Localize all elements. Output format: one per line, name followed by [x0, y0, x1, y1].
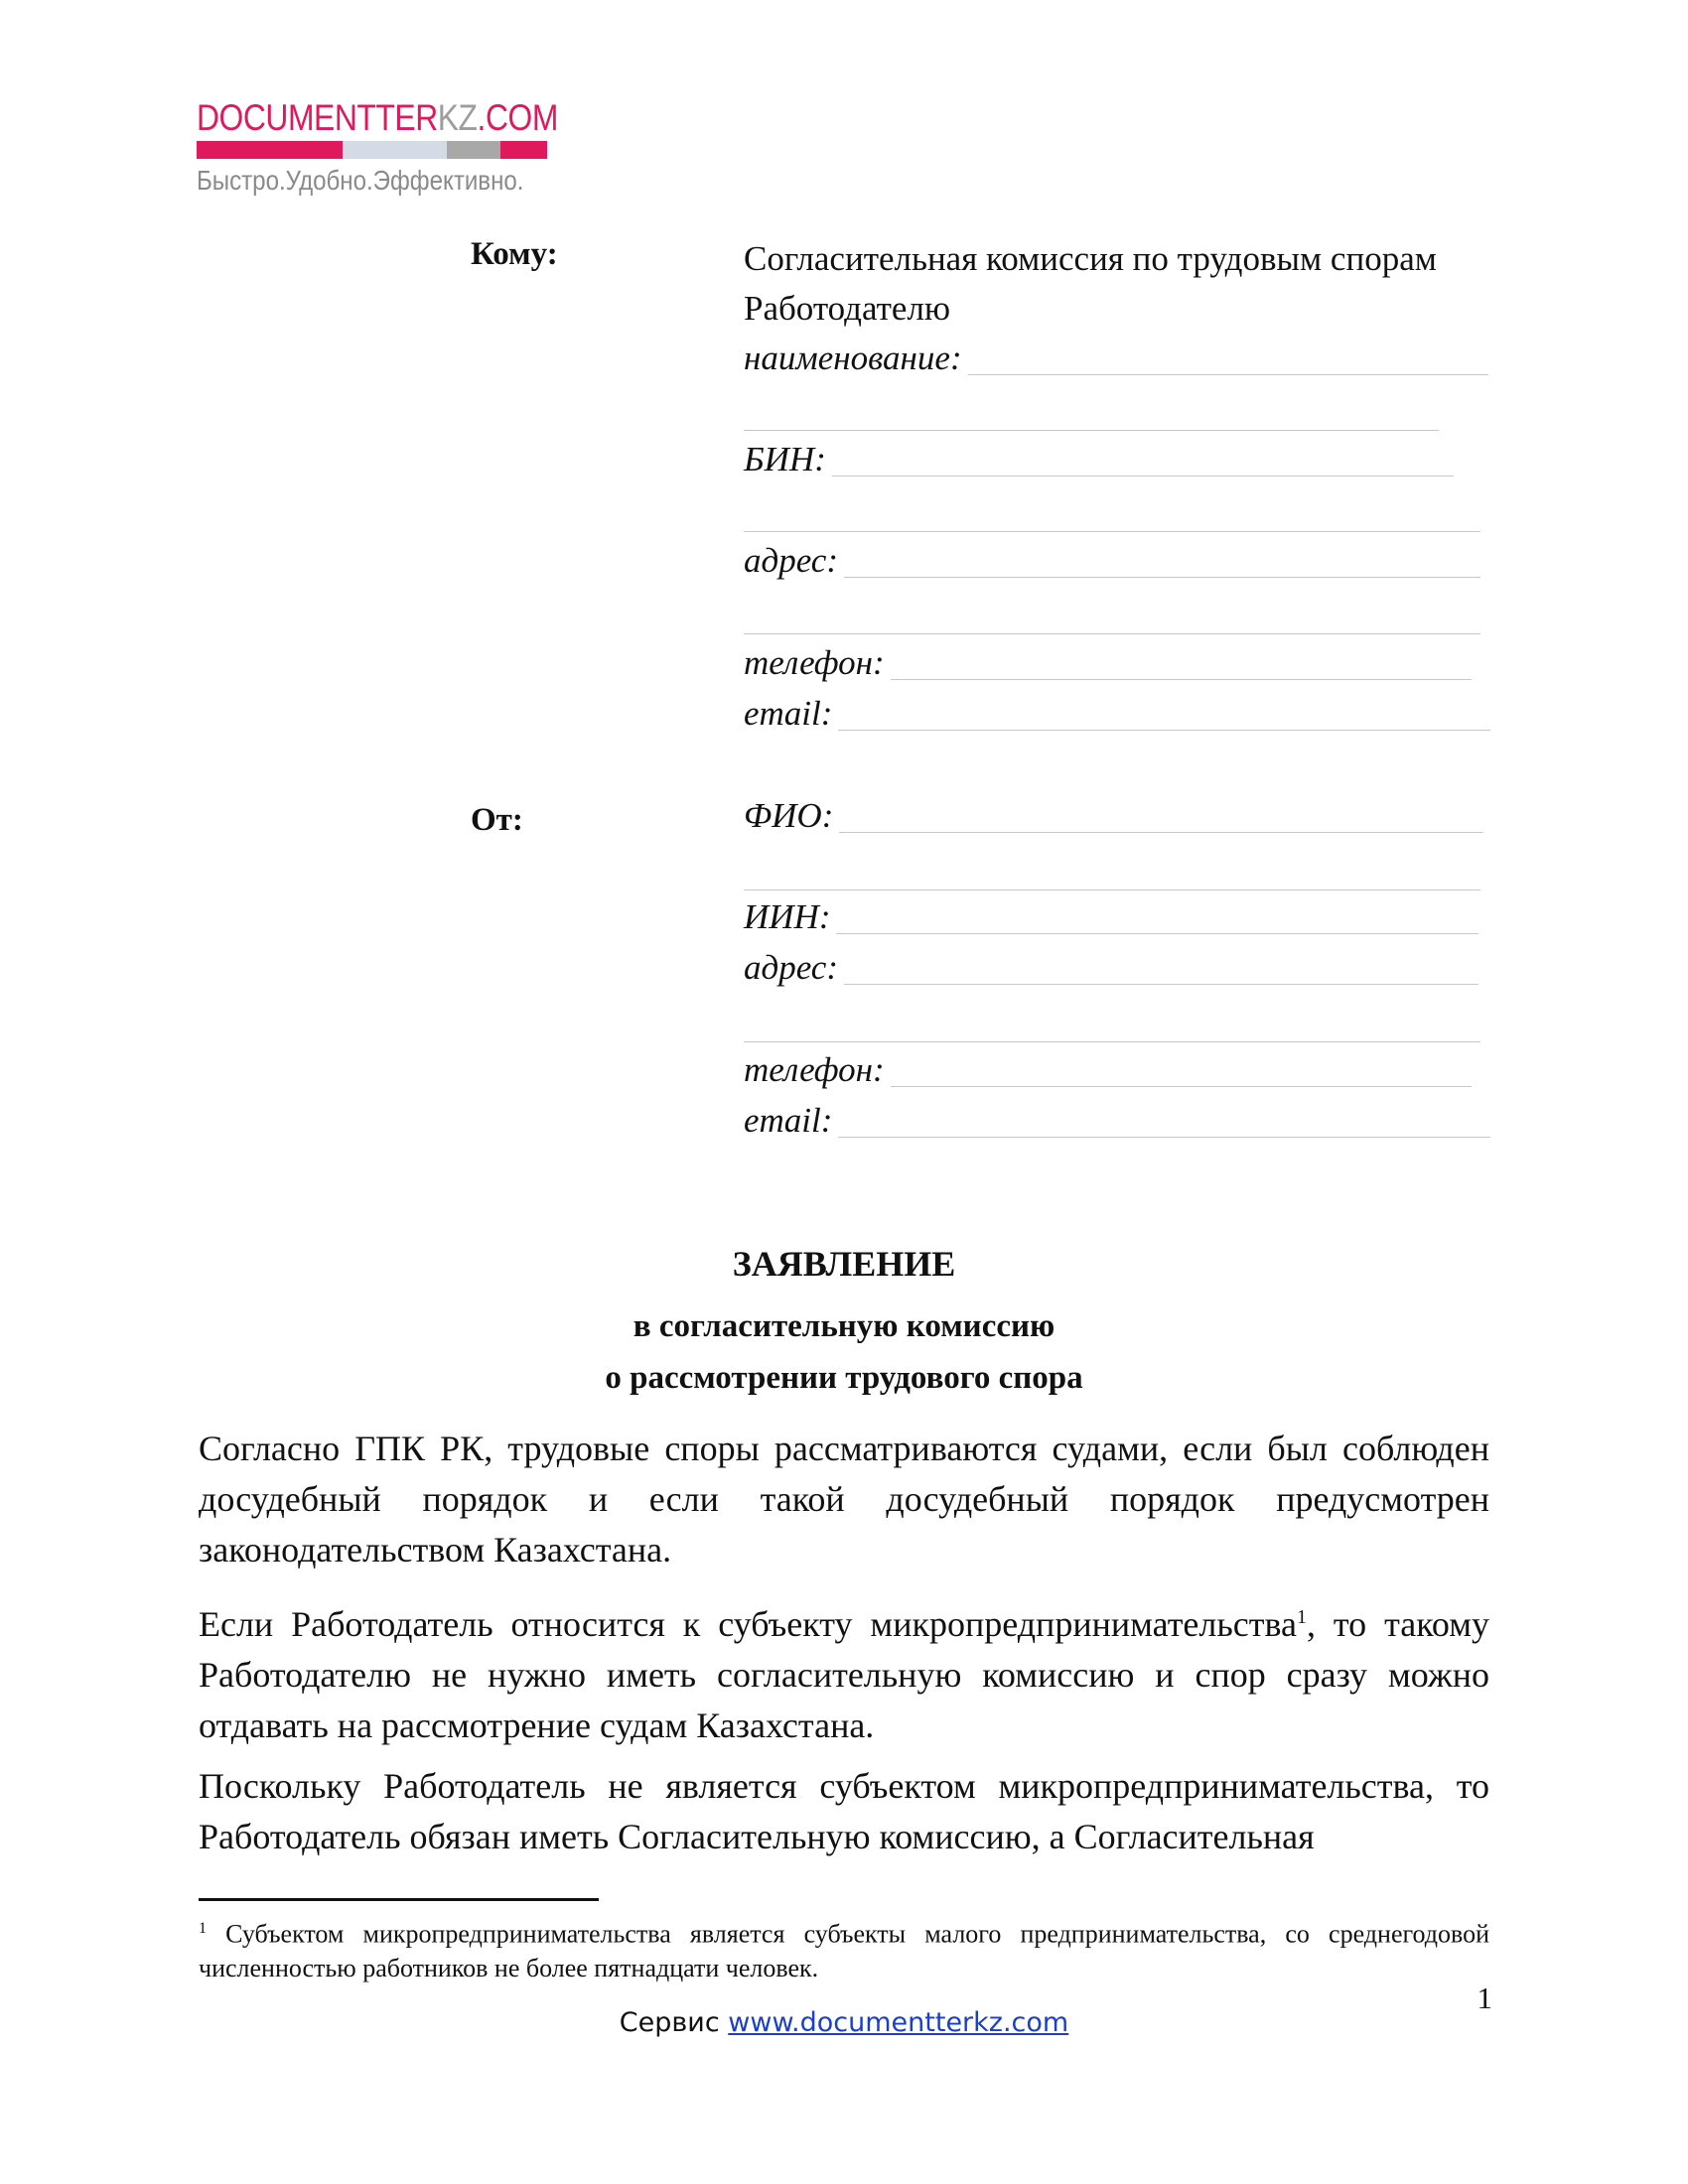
footer: Сервис www.documentterkz.com	[619, 2007, 1069, 2038]
from-fio-line-2	[744, 889, 1480, 890]
from-fio-label: ФИО:	[744, 796, 834, 835]
document-subtitle-1: в согласительную комиссию	[633, 1308, 1055, 1344]
to-bin-label: БИН:	[744, 440, 826, 478]
from-email-field[interactable]	[744, 1096, 1490, 1146]
from-phone-field[interactable]	[744, 1045, 1472, 1095]
to-address-line-2	[744, 633, 1480, 634]
to-name-field[interactable]	[744, 334, 1488, 383]
from-email-label: email:	[744, 1101, 833, 1140]
from-phone-label: телефон:	[744, 1050, 885, 1089]
from-iin-field[interactable]	[744, 892, 1478, 942]
paragraph-3: Поскольку Работодатель не является субъектом микропредпринимательства, то Работодатель обязан иметь Согласительную комиссию, а Согласительная	[199, 1766, 1489, 1856]
to-name-label: наименование:	[744, 339, 962, 377]
footer-link[interactable]: www.documentterkz.com	[728, 2007, 1069, 2038]
to-name-line-2	[744, 430, 1439, 431]
to-phone-label: телефон:	[744, 643, 885, 682]
document-subtitle-2: о рассмотрении трудового спора	[605, 1360, 1083, 1396]
paragraph-2: Если Работодатель относится к субъекту микропредпринимательства$^1$, то такому Работодателю не нужно иметь согласительную комиссию и спор сразу можно отдавать на рассмотрение судам Казахстана.	[199, 1604, 1489, 1745]
page-number: 1	[1477, 1980, 1492, 2015]
to-phone-field[interactable]	[744, 638, 1472, 688]
from-address-label: адрес:	[744, 948, 838, 987]
to-email-label: email:	[744, 694, 833, 733]
to-label: Кому:	[471, 236, 558, 272]
from-address-field[interactable]	[744, 943, 1478, 993]
logo	[197, 97, 558, 197]
recipient-name: Согласительная комиссия по трудовым спорам Работодателю	[744, 239, 1437, 328]
from-fio-field[interactable]	[744, 791, 1483, 841]
footnote: $^1$ Субъектом микропредпринимательства является субъекты малого предпринимательства, со среднегодовой численностью работников не более пятнадцати человек.	[199, 1919, 1489, 1982]
to-bin-line-2	[744, 531, 1480, 532]
logo-tagline: Быстро.Удобно.Эффективно.	[197, 165, 524, 196]
to-address-label: адрес:	[744, 541, 838, 580]
document-title: ЗАЯВЛЕНИЕ	[732, 1244, 956, 1284]
to-email-field[interactable]	[744, 689, 1490, 739]
from-iin-label: ИИН:	[744, 897, 831, 936]
footnote-separator	[199, 1898, 599, 1901]
to-address-field[interactable]	[744, 536, 1480, 586]
paragraph-1: Согласно ГПК РК, трудовые споры рассматриваются судами, если был соблюден досудебный порядок и если такой досудебный порядок предусмотрен законодательством Казахстана.	[199, 1429, 1489, 1570]
logo-color-bar	[197, 141, 547, 159]
from-label: От:	[471, 802, 523, 838]
logo-wordmark: DOCUMENTTERKZ.COM	[197, 97, 558, 138]
footnote-ref[interactable]: 1	[1297, 1606, 1308, 1628]
from-address-line-2	[744, 1041, 1480, 1042]
to-bin-field[interactable]	[744, 435, 1454, 484]
